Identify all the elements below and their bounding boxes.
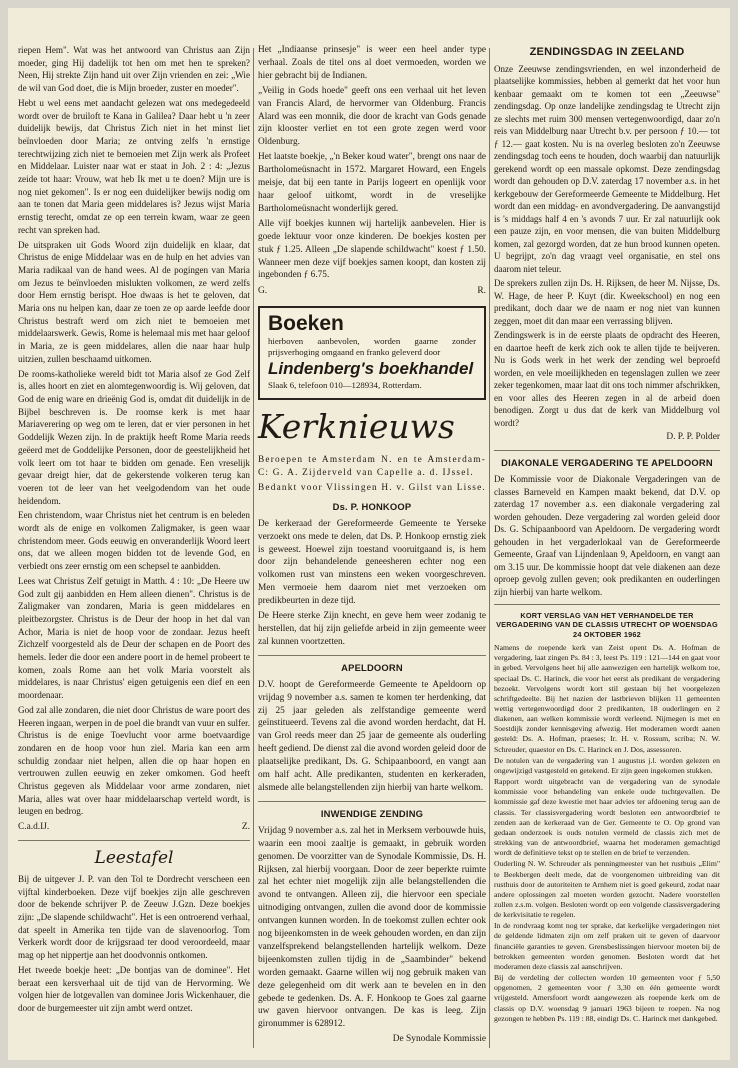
leestafel-continued-paragraph: Het laatste boekje, „'n Beker koud water", brengt ons naar de Bartholomeüsnacht in 1572. Margaret Howard, een Engels meisje, dat bij een tante in Parijs logeert en openlijk voor haar geloof uitkomt, wordt in de vreselijke Bartholomeüsnacht wonderlijk gered.: [258, 152, 486, 214]
kerknieuws-heading: Kerknieuws: [258, 407, 455, 447]
inwendige-zending-heading: INWENDIGE ZENDING: [320, 807, 424, 819]
article-signature: [18, 821, 250, 834]
signature-left: G.: [258, 286, 268, 297]
kort-verslag-heading: KORT VERSLAG VAN HET VERHANDELDE TER VERGADERING VAN DE CLASSIS UTRECHT OP WOENSDAG 24 OKTOBER 1962: [496, 611, 718, 639]
section-divider: [494, 450, 720, 451]
section-divider: [258, 801, 486, 802]
article-paragraph: Lees wat Christus Zelf getuigt in Matth. 4 : 10: „De Heere uw God zult gij aanbidden en Hem alleen dienen". Christus is de Zaligmaker van zondaren, Maria is geen middelares en pleitbezorgster. Christus is de Deur der hoop in het dal van Achor, Maria is niet de hoop voor de zondaar. Jezus heeft Zichzelf voorgesteld als de Deur der schapen en de Poort des hemels. Ieder die door een andere poort in de hemel probeert te komen, zoals Rome aan het volk Maria voorstelt als middelares, is naar Christus' eigen getuigenis een dief en een moordenaar.: [18, 575, 250, 701]
article-paragraph: God zal alle zondaren, die niet door Christus de ware poort des Heeren ingaan, werpen in de poel die brandt van vuur en sulfer. Christus is de enige Toevlucht voor arme boetvaardige zondaren en de hoop voor hun ziel. Maria kan een arm schuldig zondaar niet helpen, allen die op haar hopen en vertrouwen zullen eeuwig en zeker omkomen. God heeft Christus gegeven als Middelaar voor arme zondaren, niet Maria, alles wat over haar middelaarschap verteld wordt, is leugen en bedrog.: [18, 704, 250, 817]
zendingsdag-paragraph: De sprekers zullen zijn Ds. H. Rijksen, de heer M. Nijsse, Ds. W. Hage, de heer P. Kuyt (dir. Kweekschool) en nog een predikant, doch daar we de naam er nog niet van kunnen zeggen, moet dit dan maar een verrassing blijven.: [494, 278, 720, 326]
ad-title: Boeken: [268, 312, 344, 336]
diakonale-heading: DIAKONALE VERGADERING TE APELDOORN: [501, 456, 713, 468]
column-3: [494, 44, 720, 1025]
leestafel-signature: [258, 285, 486, 298]
honkoop-paragraph: De Heere sterke Zijn knecht, en geve hem weer zodanig te herstellen, dat hij zijn geliefde arbeid in zijn gemeente weer zal kunnen voortzetten.: [258, 611, 486, 647]
article-paragraph: Een christendom, waar Christus niet het centrum is en beleden wordt als de enige en volkomen Zaligmaker, is geen waar christendom meer. Gods eeuwig en onveranderlijk Woord leert ons, dat we alleen mogen bidden tot de levende God, en verbiedt ons zeer ernstig om een schepsel te aanbidden.: [18, 510, 250, 572]
article-paragraph: Hebt u wel eens met aandacht gelezen wat ons medegedeeld wordt over de bruiloft te Kana in Galilea? Daar hebt u 'n zeer duidelijk bewijs, dat Christus Zich niet in het minst liet beïnvloeden door Maria; ze ontving zelfs 'n ernstige terechtwijzing zich niet te bemoeien met Zijn werk als Profeet en Middelaar. Luister naar wat er staat in Joh. 2 : 4: „Jezus zeide tot haar: Vrouw, wat heb Ik met u te doen? Mijn ure is nog niet gekomen". Is er nog een duidelijker bewijs nodig om aan te tonen dat Maria geen middelares is? Jezus wijst Maria ernstig terecht, omdat ze op een terrein kwam, waar ze geen recht van spreken had.: [18, 97, 250, 235]
inwendige-zending-paragraph: Vrijdag 9 november a.s. zal het in Merksem verbouwde huis, waarin een mooi zaaltje is gemaakt, in gebruik worden genomen. De voorzitter van de Synodale Kommissie, Ds. H. Rijksen, zal hierbij voorgaan. Door de zeer beperkte ruimte zal het echter niet mogelijk zijn alle belangstellenden die avond te ontvangen. Alleen zij, die hiervoor een speciale uitnodiging ontvangen, zullen die avond door de kommissie ontvangen kunnen worden. In de toekomst zullen echter ook nog bijeenkomsten in de week gehouden worden, en dan zijn vanzelfsprekend belangstellenden hartelijk welkom. Deze bijeenkomsten zullen tijdig in de „Saambinder" bekend worden gemaakt. Gaarne willen wij nog gebruik maken van deze gelegenheid om dit werk aan te bevelen en in den gebede te gedenken. Ds. A. F. Honkoop te Goes zal gaarne uw gaven hiervoor ontvangen. De kas is leeg. Zijn gironummer is 628912.: [258, 825, 486, 1030]
article-paragraph: De rooms-katholieke wereld bidt tot Maria alsof ze God Zelf is, alles hoort en ziet en alomtegenwoordig is. Wij geloven, dat God de enig ware en drieënig God is, omdat dit duidelijk in de Bijbel beschreven is. De roomse kerk is met haar Mariaverering op weg om te leren, dat er vier personen in het Goddelijk Wezen zijn. In de praktijk heeft Rome Maria reeds geëerd met de Goddelijke Personen, door de geestelijkheid het volk leert om tot haar te bidden om genade. Een vreselijk gevaar dreigt hier, dat de gekerstende volkeren terug kan voeren tot de leer van het veelgodendom van het oude heidendom.: [18, 368, 250, 506]
zending-signature: De Synodale Kommissie: [392, 1034, 486, 1045]
leestafel-paragraph: Bij de uitgever J. P. van den Tol te Dordrecht verscheen een vijftal kinderboeken. Deze vijf boekjes zijn alle geschreven door de bekende schrijver P. de Zeeuw J.Gzn. Deze boekjes zijn: „De slapende schildwacht". Het is een ontroerend verhaal, dat speelt in Amerika ten tijde van de slavenoorlog. Tom Verkerk wordt door de krijgsraad ter dood veroordeeld, maar mag op het nippertje aan het doodvonnis ontkomen.: [18, 873, 250, 961]
ad-text: hierboven aanbevolen, worden gaarne zonder prijsverhoging omgaand en franko geleverd door: [268, 336, 476, 358]
leestafel-continued-paragraph: Het „Indiaanse prinsesje" is weer een heel ander type verhaal. Zoals de titel ons al doet vermoeden, worden we hier gebracht bij de Indianen.: [258, 45, 486, 81]
honkoop-paragraph: De kerkeraad der Gereformeerde Gemeente te Yerseke verzoekt ons mede te delen, dat Ds. P. Honkoop ernstig ziek is geweest. Hoewel zijn toestand vooruitgaand is, is hem door zijn behandelende geneesheren echter nog een volkomen rust van minstens een weken voorgeschreven. Men vermoeie hem daarom niet met verzoeken om predikbeurten in deze tijd.: [258, 518, 486, 607]
kort-verslag-paragraph: Rapport wordt uitgebracht van de vergadering van de synodale kommissie voor behandeling van enkele oude tuchtgevallen. De kommissie gaf deze kwestie met haar advies ter afdoening terug aan de classis. Ter classisvergadering wordt besloten een antwoordbrief te zenden aan de kerkeraad van de Ger. Gemeente te O. Op grond van gedaan onderzoek is ouds notulen vermeld de classis zich met de strekking van de antwoordbrief, waarna het moderamen gemachtigd wordt de definitieve tekst op te stellen en de brief te verzenden.: [494, 777, 720, 858]
article-paragraph: De uitspraken uit Gods Woord zijn duidelijk en klaar, dat Christus de enige Middelaar was en de hulp en het advies van Maria radikaal van de hand wees. Al de pogingen van Maria om Jezus te beïnvloeden mislukten volkomen, ze werd zelfs door Hem ernstig berispt. Hoe dwaas is het te geloven, dat Maria ons nu helpen kan, daar ze toen ze op aarde leefde door Christus bestraft werd om zich niet te bemoeien met middelaarswerk. Gewis, Rome is helemaal mis met haar geloof in Maria, ze is geen middelares, allen die naar haar hulp uitzien, zullen beschaamd uitkomen.: [18, 239, 250, 364]
column-divider: [489, 48, 490, 1048]
zendingsdag-signature: D. P. P. Polder: [666, 432, 720, 442]
section-divider: [258, 655, 486, 656]
signature-right: Z.: [241, 822, 250, 833]
section-divider: [18, 840, 250, 841]
apeldoorn-paragraph: D.V. hoopt de Gereformeerde Gemeente te Apeldoorn op vrijdag 9 november a.s. samen te komen ter herdenking, dat zij 25 jaar geleden als zelfstandige gemeente werd geïnstitueerd. Tevens zal die avond worden herdacht, dat H. van Grol reeds meer dan 25 jaar de gemeente als ouderling heeft gediend. De dienst zal die avond worden geleid door de plaatselijke predikant, Ds. G. Schipaanboord, en vangt aan om half acht. Alle predikanten, studenten en kerkeraden, alsmede alle belangstellenden zijn hierbij van harte welkom.: [258, 679, 486, 793]
apeldoorn-heading: APELDOORN: [341, 661, 403, 673]
leestafel-continued-paragraph: „Veilig in Gods hoede" geeft ons een verhaal uit het leven van Francis Alard, de hervormer van Oldenburg. Francis Alard was een monnik, die door de kracht van Gods genade zijn klooster verliet en tot een grote zegen werd voor Oldenburg.: [258, 85, 486, 148]
honkoop-heading: Ds. P. HONKOOP: [332, 500, 412, 512]
kort-verslag-paragraph: In de rondvraag komt nog ter sprake, dat kerkelijke vergaderingen niet de geldende lidmaten zijn om zelf praken uit te geven of daarvoor financiële garanties te geven. Grensbeslissingen hiervoor moeten bij de betrokken gemeenten worden genomen. Besloten wordt dat het moderamen deze classis zal aanschrijven.: [494, 921, 720, 971]
zendingsdag-paragraph: Zendingswerk is in de eerste plaats de opdracht des Heeren, en daartoe heeft de kerk zich ook te allen tijde te beijveren. Nu is Gods werk in het werk der zending wel beproefd worden, en vele moeilijkheden en tegenslagen zullen we zeer zeker tegenkomen, maar laat dit ons toch nimmer afschrikken, en voor alles des Heeren zegen in al de arbeid doen benodigen. Zorgt u dus dat de kerk van Middelburg vol wordt?: [494, 330, 720, 428]
kort-verslag-paragraph: Namens de roepende kerk van Zeist opent Ds. A. Hofman de vergadering, laat zingen Ps. 84 : 3, leest Ps. 119 : 121—144 en gaat voor in gebed. Vervolgens heet hij alle aanwezigen een hartelijk welkom toe, speciaal Ds. C. Harinck, die voor het eerst als predikant de vergadering bezoekt. Vervolgens wordt kort stil gestaan bij het voorgelezen schriftgedeelte. Bij het nazien der lastbrieven blijken 11 gemeenten wettig vertegenwoordigd door 2 predikanten, 18 ouderlingen en 2 diakenen, aan welken kommissie wordt verleend. Nijmegen is met en Soestdijk zonder kennisgeving afwezig. Het moderamen wordt aanen gesteld: Ds. A. Hofman, praeses; Ir. H. v. Rossum, scriba; N. W. Schreuder, quaestor en Ds. C. Harinck en J. Dos, assessoren.: [494, 643, 720, 754]
leestafel-heading: Leestafel: [94, 847, 174, 868]
beroepen-notice: Beroepen te Amsterdam N. en te Amsterdam-C: G. A. Zijderveld van Capelle a. d. IJssel.: [258, 455, 486, 479]
column-divider: [253, 48, 254, 1048]
column-1: [18, 44, 250, 1017]
kort-verslag-paragraph: De notulen van de vergadering van 1 augustus j.l. worden gelezen en ongewijzigd vastgesteld en getekend. Er zijn geen ingekomen stukken.: [494, 755, 720, 775]
signature-right: R.: [477, 286, 486, 297]
bookshop-advertisement: [258, 306, 486, 400]
newspaper-page: [8, 8, 730, 1060]
leestafel-continued-paragraph: Alle vijf boekjes kunnen wij hartelijk aanbevelen. Hier is goede lektuur voor onze kinderen. De boekjes kosten per stuk ƒ 1.25. Alleen „De slapende schildwacht" koest ƒ 1.50. Wanneer men deze vijf boekjes samen koopt, dan kosten zij ingebonden ƒ 6.75.: [258, 218, 486, 281]
ad-address: Slaak 6, telefoon 010—128934, Rotterdam.: [268, 380, 422, 391]
maria-article: [18, 44, 250, 818]
article-paragraph: riepen Hem". Wat was het antwoord van Christus aan Zijn moeder, ging Hij dadelijk tot hen om met hen te spreken? Neen, Hij strekte Zijn hand uit over Zijn vrienden en zei: „Wie de wil van God doet, die is Mijn broeder, zuster en moeder".: [18, 45, 250, 94]
diakonale-paragraph: De Kommissie voor de Diakonale Vergaderingen van de classes Barneveld en Kampen maakt bekend, dat D.V. op zaterdag 17 november a.s. een diakonale vergadering zal worden gehouden. Deze vergadering zal worden geleid door Ds. G. Schipaanboord van Apeldoorn. De vergadering wordt gehouden in het vergaderlokaal van de Gereformeerde Gemeente, Graaf van Lijndenlaan 9, Apeldoorn, en vangt aan om 3.15 uur. De kommissie hoopt dat vele diakenen aan deze oproep gevolg zullen geven; ook predikanten en ouderlingen zijn hierbij van harte welkom.: [494, 474, 720, 597]
signature-left: C.a.d.IJ.: [18, 822, 50, 833]
ad-shop-name: Lindenberg's boekhandel: [268, 359, 474, 379]
kort-verslag-paragraph: Ouderling N. W. Schreuder als penningmeester van het rusthuis „Elim" te Beekbergen deelt mede, dat de voorgenomen uitbreiding van dit rusthuis door de autoriteiten te Arnhem niet is goed gekeurd, zodat naar andere oplossingen zal moeten worden gezocht. Nadere voorstellen zullen z.s.m. volgen. Besloten wordt op een volgende classisvergadering de kerkvisitatie te regelen.: [494, 859, 720, 920]
kort-verslag-paragraph: Bij de verdeling der collecten worden 10 gemeenten voor ƒ 5,50 opgenomen, 2 gemeenten voor ƒ 3,30 en één gemeente wordt vrijgesteld. Amersfoort wordt aangewezen als roepende kerk om de classis op D.V. woensdag 9 januari 1963 bijeen te roepen. Na nog gezongen te hebben Ps. 119 : 88, eindigt Ds. C. Harinck met dankgebed.: [494, 973, 720, 1023]
leestafel-paragraph: Het tweede boekje heet: „De bontjas van de dominee". Het beraat een kersverhaal uit de tijd van de Hervorming. We volgen hier de lotgevallen van dominee Joris Wickenhauer, die door de burgemeester uit zijn ambt werd ontzet.: [18, 964, 250, 1013]
column-2: [258, 44, 486, 1050]
section-divider: [494, 604, 720, 605]
zendingsdag-paragraph: Onze Zeeuwse zendingsvrienden, en wel inzonderheid de plaatselijke kommissies, hebben al gemerkt dat het voor hun kenbaar gemaakt om te komen tot een „Zeeuwse" zendingsdag. Op onze landelijke zendingsdag te Utrecht zijn ze slechts met ruim 300 mensen vertegenwoordigd, daar zo'n reis van Middelburg naar Utrecht b.v. per persoon ƒ 10.— tot ƒ 12.— gaat kosten. Nu is na overleg besloten zo'n Zeeuwse zendingsdag toch eens te houden, doch waarbij dan natuurlijk gerekend wordt op een massale opkomst. Deze zendingsdag wordt dan gehouden op D.V. zaterdag 17 november a.s. in het kerkgebouw der Gereformeerde Gemeente te Middelburg. Het wordt dan een middag- en avondvergadering. De aanvangstijd is 's middags half 4 en 's avonds 7 uur. Er zal natuurlijk ook een pauze zijn, en voor mensen, die van buiten Middelburg komen, zal gezorgd worden, dat ze hun brood kunnen opeten. U begrijpt, zo'n dag vraagt veel organisatie, en stel ons daarom niet teleur.: [494, 63, 720, 274]
kort-verslag-body: [494, 643, 720, 1024]
bedankt-notice: Bedankt voor Vlissingen H. v. Gilst van Lisse.: [258, 482, 486, 493]
zendingsdag-heading: ZENDINGSDAG IN ZEELAND: [529, 46, 685, 58]
